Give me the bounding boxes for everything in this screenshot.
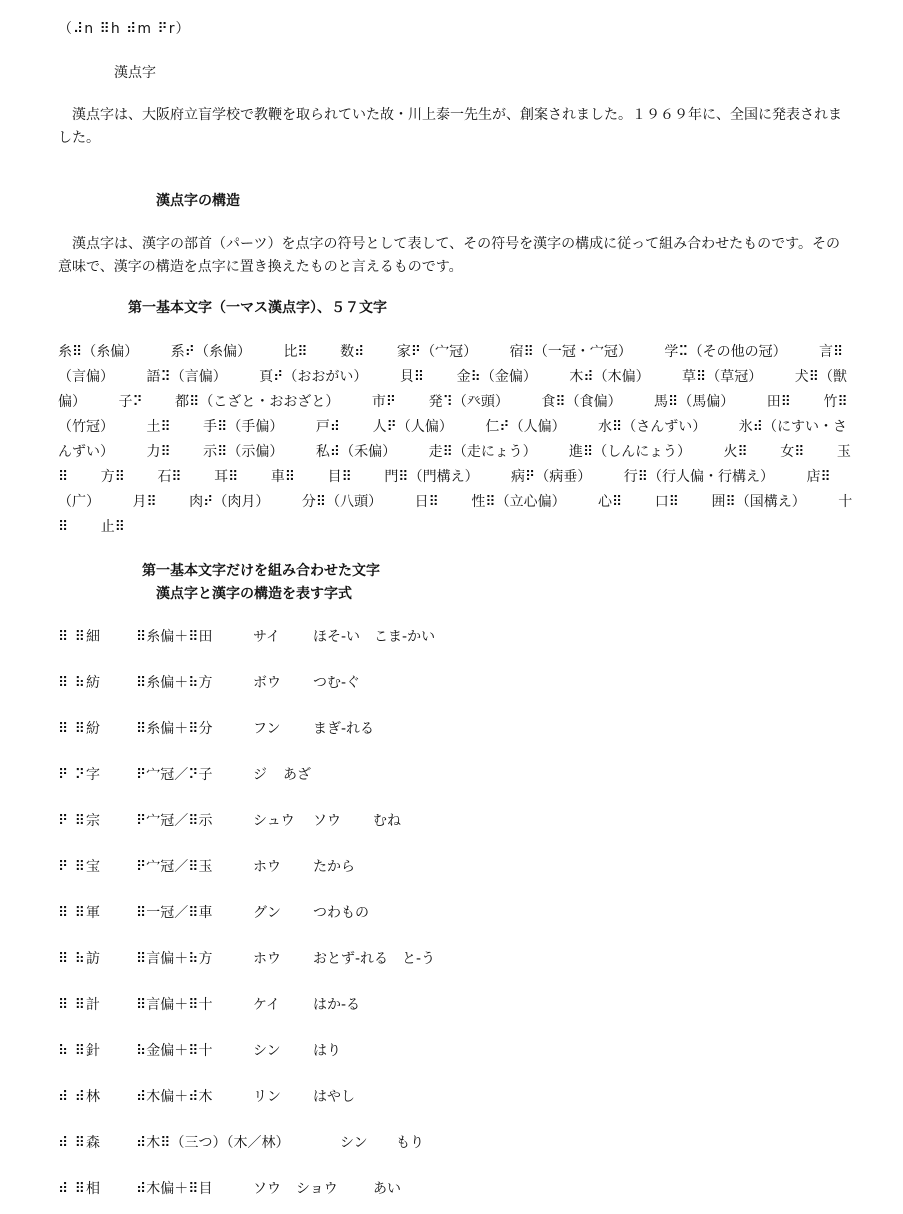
base-char-item: 行⠿（行人偏・行構え）	[623, 469, 775, 485]
braille-code: ⠿ ⠿軍	[58, 905, 101, 921]
extra-reading: あい	[373, 1181, 401, 1197]
braille-code: ⠟ ⠿宝	[58, 859, 101, 875]
base-char-item: 馬⠿（馬偏）	[654, 394, 735, 410]
base-char-item: 火⠿	[723, 444, 748, 460]
base-char-item: 草⠿（草冠）	[682, 369, 763, 385]
base-char-item: 口⠿	[654, 494, 680, 510]
on-reading: グン	[253, 905, 281, 921]
base-char-item: 糸⠿（糸偏）	[58, 344, 139, 360]
base-char-item: 耳⠿	[214, 469, 239, 485]
kun-reading: つむ-ぐ	[313, 675, 361, 691]
structure-formula: ⠷金偏＋⠿十	[136, 1043, 213, 1059]
base-char-item: 門⠿（門構え）	[384, 469, 479, 485]
base-char-item: 食⠿（食偏）	[541, 394, 622, 410]
base-char-item: 月⠿	[132, 494, 157, 510]
braille-code: ⠾ ⠿森	[58, 1135, 101, 1151]
base-char-item: 言⠿（言偏）	[58, 344, 844, 385]
braille-code: ⠟ ⠿宗	[58, 813, 101, 829]
kun-reading: まぎ-れる	[313, 721, 375, 737]
braille-code: ⠿ ⠿紛	[58, 721, 101, 737]
base-char-item: 竹⠿（竹冠）	[58, 394, 848, 435]
kun-reading: ソウ	[313, 813, 341, 829]
kun-reading: シン	[340, 1135, 368, 1151]
base-char-item: 日⠿	[414, 494, 439, 510]
on-reading: ケイ	[253, 997, 281, 1013]
braille-code: ⠿ ⠷訪	[58, 951, 101, 967]
on-reading: シュウ	[253, 813, 295, 829]
base-char-item: 十⠿	[58, 494, 853, 535]
base-char-item: 力⠿	[146, 444, 171, 460]
kun-reading: おとず-れる と-う	[313, 951, 436, 967]
on-reading: ソウ	[253, 1181, 281, 1197]
kun-reading: たから	[313, 859, 355, 875]
base-char-item: 示⠿（示偏）	[203, 444, 284, 460]
structure-formula: ⠟宀冠／⠝子	[136, 767, 213, 783]
base-char-item: 子⠝	[118, 394, 143, 410]
kun-reading: はか-る	[313, 997, 361, 1013]
extra-reading: もり	[396, 1135, 424, 1151]
base-char-item: 走⠿（走にょう）	[428, 444, 537, 460]
base-char-item: 私⠾（禾偏）	[315, 444, 397, 460]
section-title-combined: 第一基本文字だけを組み合わせた文字	[142, 563, 380, 579]
base-char-item: 性⠿（立心偏）	[471, 494, 566, 510]
on-reading: リン	[253, 1089, 281, 1105]
braille-code: ⠾ ⠿相	[58, 1181, 101, 1197]
base-char-item: 方⠿	[100, 469, 125, 485]
kun-reading: ショウ	[296, 1181, 338, 1197]
base-char-item: 貝⠿	[399, 369, 425, 385]
extra-reading: むね	[373, 813, 401, 829]
on-reading: フン	[253, 721, 281, 737]
base-char-item: 数⠾	[340, 344, 365, 360]
base-char-item: 都⠿（こざと・おおざと）	[175, 394, 340, 410]
base-char-item: 心⠿	[598, 494, 623, 510]
base-char-item: 学⠭（その他の冠）	[664, 344, 787, 360]
braille-code: ⠾ ⠾林	[58, 1089, 101, 1105]
base-char-item: 女⠿	[780, 444, 805, 460]
base-char-item: 金⠷（金偏）	[456, 369, 537, 385]
structure-formula: ⠟宀冠／⠿玉	[136, 859, 213, 875]
base-char-item: 人⠟（人偏）	[372, 419, 453, 435]
section-title-kantenji: 漢点字	[114, 65, 156, 81]
structure-formula: ⠿一冠／⠿車	[136, 905, 213, 921]
base-char-item: 戸⠾	[315, 419, 341, 435]
base-char-item: 語⠽（言偏）	[146, 369, 227, 385]
section-subtitle-formula: 漢点字と漢字の構造を表す字式	[156, 586, 352, 602]
base-char-item: 犬⠿（獣偏）	[58, 369, 848, 410]
structure-formula: ⠿糸偏＋⠿分	[136, 721, 213, 737]
braille-code: ⠷ ⠿針	[58, 1043, 101, 1059]
braille-code: ⠟ ⠝字	[58, 767, 101, 783]
base-char-item: 止⠿	[100, 519, 125, 535]
intro-paragraph: 漢点字は、大阪府立盲学校で教鞭を取られていた故・川上泰一先生が、創案されました。１９６９年に、全国に発表されました。	[58, 107, 842, 146]
structure-formula: ⠟宀冠／⠿示	[136, 813, 213, 829]
kun-reading: あざ	[283, 767, 311, 783]
structure-formula: ⠿言偏＋⠿十	[136, 997, 213, 1013]
on-reading: サイ	[253, 629, 281, 645]
base-char-item: 系⠞（糸偏）	[170, 344, 251, 360]
base-char-item: 頁⠞（おおがい）	[259, 369, 368, 385]
braille-code: ⠿ ⠷紡	[58, 675, 101, 691]
base-char-item: 病⠟（病垂）	[511, 469, 592, 485]
structure-formula: ⠿言偏＋⠷方	[136, 951, 213, 967]
base-char-item: 車⠿	[270, 469, 296, 485]
structure-paragraph: 漢点字は、漢字の部首（パーツ）を点字の符号として表して、その符号を漢字の構成に従って組み合わせたものです。その意味で、漢字の構造を点字に置き換えたものと言えるものです。	[58, 236, 841, 275]
on-reading: ジ	[253, 767, 267, 783]
base-char-list	[58, 340, 853, 540]
base-char-item: 目⠿	[327, 469, 352, 485]
braille-code: ⠿ ⠿計	[58, 997, 101, 1013]
kun-reading: つわもの	[313, 905, 369, 921]
braille-code: ⠿ ⠿細	[58, 629, 101, 645]
base-char-item: 市⠟	[371, 394, 397, 410]
structure-formula: ⠾木⠿（三つ）（木／林）	[136, 1135, 290, 1151]
kun-reading: はり	[313, 1043, 341, 1059]
on-reading: ホウ	[253, 951, 281, 967]
base-char-item: 氷⠾（にすい・さんずい）	[58, 419, 848, 460]
base-char-item: 仁⠞（人偏）	[485, 419, 566, 435]
braille-header-line: （⠼n ⠿h ⠾m ⠟r）	[58, 21, 191, 37]
kun-reading: はやし	[313, 1089, 355, 1105]
base-char-item: 家⠟（宀冠）	[396, 344, 478, 360]
structure-formula: ⠾木偏＋⠿目	[136, 1181, 213, 1197]
on-reading: シン	[253, 1043, 281, 1059]
base-char-item: 囲⠿（国構え）	[711, 494, 806, 510]
base-char-item: 店⠿（广）	[58, 469, 831, 510]
on-reading: ホウ	[253, 859, 281, 875]
base-char-item: 木⠾（木偏）	[569, 369, 650, 385]
kun-reading: ほそ-い こま-かい	[313, 629, 436, 645]
structure-formula: ⠾木偏＋⠾木	[136, 1089, 213, 1105]
base-char-item: 進⠿（しんにょう）	[569, 444, 692, 460]
base-char-item: 土⠿	[146, 419, 171, 435]
section-title-structure: 漢点字の構造	[156, 193, 240, 209]
base-char-item: 田⠿	[766, 394, 792, 410]
base-char-item: 肉⠞（肉月）	[189, 494, 270, 510]
base-char-item: 比⠿	[283, 344, 308, 360]
section-title-base-chars: 第一基本文字（一マス漢点字）、５７文字	[128, 300, 387, 316]
base-char-item: 水⠿（さんずい）	[598, 419, 707, 435]
on-reading: ボウ	[253, 675, 281, 691]
base-char-item: 玉⠿	[58, 444, 851, 485]
base-char-item: 手⠿（手偏）	[203, 419, 284, 435]
base-char-item: 石⠿	[157, 469, 182, 485]
base-char-item: 発⠹（癶頭）	[428, 394, 509, 410]
structure-formula: ⠿糸偏＋⠿田	[136, 629, 213, 645]
structure-formula: ⠿糸偏＋⠷方	[136, 675, 213, 691]
base-char-item: 分⠿（八頭）	[301, 494, 383, 510]
base-char-item: 宿⠿（一冠・宀冠）	[509, 344, 632, 360]
